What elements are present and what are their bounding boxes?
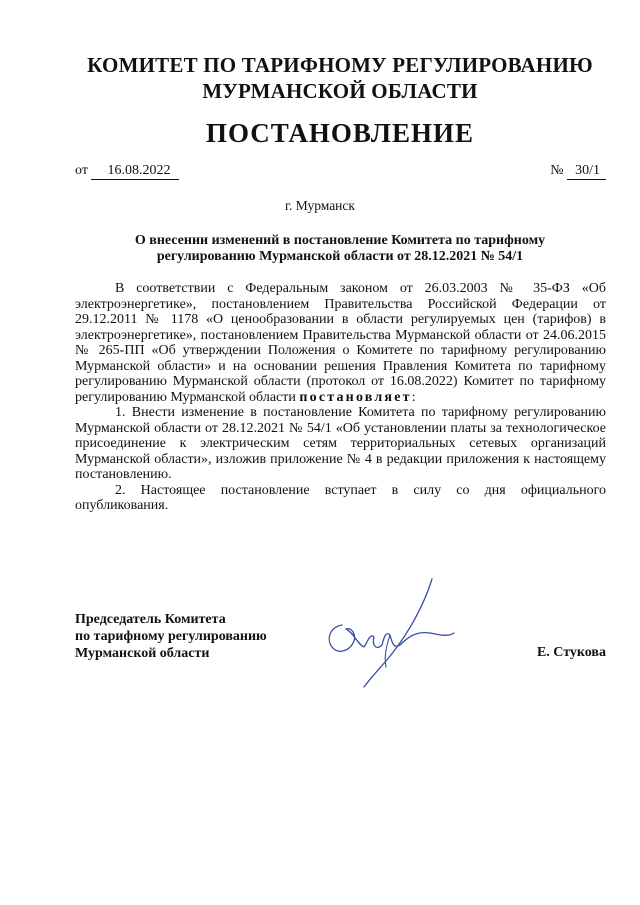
decree-colon: : bbox=[411, 389, 416, 405]
document-date bbox=[75, 163, 179, 180]
date-value: 16.08.2022 bbox=[91, 163, 179, 180]
document-type: ПОСТАНОВЛЕНИЕ bbox=[205, 118, 475, 148]
subject-line2: регулированию Мурманской области от 28.12.2021 № 54/1 bbox=[156, 249, 524, 264]
signer-name: Е. Стукова bbox=[536, 645, 606, 660]
organization-title bbox=[60, 52, 620, 104]
number-prefix: № bbox=[550, 163, 564, 178]
signer-title-line3: Мурманской области bbox=[75, 646, 210, 661]
document-number bbox=[550, 163, 606, 180]
organization-title-line1: КОМИТЕТ ПО ТАРИФНОМУ РЕГУЛИРОВАНИЮ bbox=[87, 53, 593, 77]
signer-title-line1: Председатель Комитета bbox=[75, 612, 226, 627]
handwritten-signature bbox=[320, 575, 460, 690]
signer-title bbox=[75, 611, 267, 662]
organization-title-line2: МУРМАНСКОЙ ОБЛАСТИ bbox=[202, 79, 478, 103]
subject-line1: О внесении изменений в постановление Комитета по тарифному bbox=[134, 233, 546, 248]
city: г. Мурманск bbox=[285, 198, 355, 213]
signer-title-line2: по тарифному регулированию bbox=[75, 629, 267, 644]
item-2: 2. Настоящее постановление вступает в силу со дня официального опубликования. bbox=[75, 482, 606, 513]
preamble-paragraph bbox=[75, 281, 606, 405]
item-1: 1. Внести изменение в постановление Комитета по тарифному регулированию Мурманской области от 28.12.2021 № 54/1 «Об установлении платы за технологическое присоединение к электрическим сетям территориальных сетевых организаций Мурманской области», изложив приложение № 4 в редакции приложения к настоящему постановлению. bbox=[75, 405, 606, 482]
date-prefix: от bbox=[75, 163, 88, 178]
preamble-text: В соответствии с Федеральным законом от 26.03.2003 № 35-ФЗ «Об электроэнергетике», постановлением Правительства Российской Федерации от 29.12.2011 № 1178 «О ценообразовании в области регулируемых цен (тарифов) в электроэнергетике», постановлением Правительства Мурманской области от 24.06.2015 № 265-ПП «Об утверждении Положения о Комитете по тарифному регулированию Мурманской области» и на основании решения Правления Комитета по тарифному регулированию Мурманской области (протокол от 16.08.2022) Комитет по тарифному регулированию Мурманской области bbox=[75, 281, 606, 405]
document-body bbox=[75, 281, 606, 514]
decree-word: постановляет bbox=[299, 389, 412, 405]
number-value: 30/1 bbox=[567, 163, 606, 180]
document-subject bbox=[95, 233, 585, 265]
